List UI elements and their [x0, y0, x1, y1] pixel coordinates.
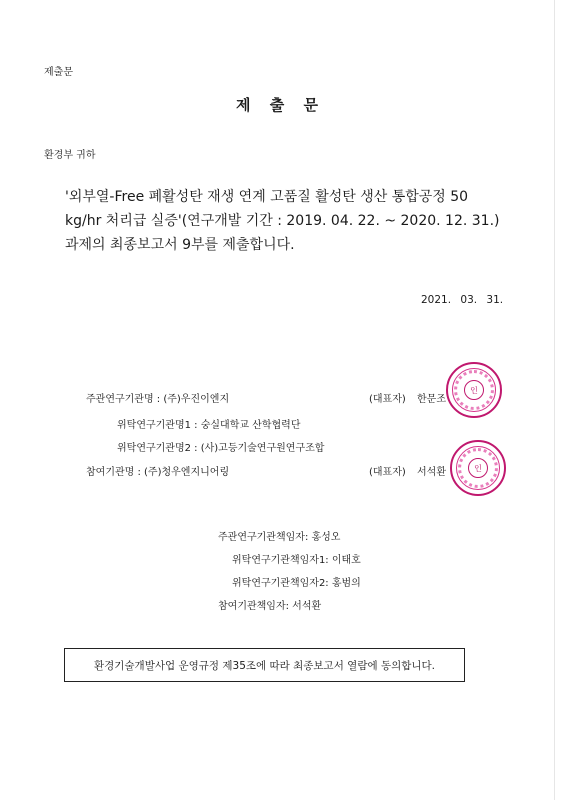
document-title: 제 출 문: [236, 96, 325, 114]
seal-center: 인: [464, 380, 484, 400]
company-seal-1: [446, 362, 502, 418]
consent-statement: 환경기술개발사업 운영규정 제35조에 따라 최종보고서 열람에 동의합니다.: [93, 659, 435, 672]
body-line-1: '외부열-Free 폐활성탄 재생 연계 고품질 활성탄 생산 통합공정 50: [65, 189, 469, 205]
participating-org: 참여기관명 : (주)청우엔지니어링: [86, 467, 230, 478]
consent-statement-box: [64, 648, 465, 682]
company-seal-2: [450, 440, 506, 496]
submission-date: 2021. 03. 31.: [421, 294, 504, 306]
scan-edge-line: [554, 0, 555, 800]
consign-org-2: 위탁연구기관명2 : (사)고등기술연구원연구조합: [117, 443, 325, 454]
participating-rep-name: 서석환: [417, 467, 446, 478]
main-rep-name: 한문조: [417, 394, 446, 405]
seal-center: 인: [468, 458, 488, 478]
consign-org-1: 위탁연구기관명1 : 숭실대학교 산학협력단: [117, 420, 301, 431]
body-line-2: kg/hr 처리급 실증'(연구개발 기간 : 2019. 04. 22. ~ 2020. 12. 31.): [65, 213, 500, 229]
main-rep-label: (대표자): [369, 394, 406, 405]
main-org: 주관연구기관명 : (주)우진이엔지: [86, 394, 230, 405]
recipient: 환경부 귀하: [44, 150, 96, 161]
consign-researcher-2: 위탁연구기관책임자2: 홍범의: [232, 578, 361, 589]
body-paragraph: [65, 185, 520, 257]
body-line-3: 과제의 최종보고서 9부를 제출합니다.: [65, 237, 295, 253]
participating-rep-label: (대표자): [369, 467, 406, 478]
participating-researcher: 참여기관책임자: 서석환: [218, 601, 322, 612]
header-label: 제출문: [44, 67, 73, 78]
consign-researcher-1: 위탁연구기관책임자1: 이태호: [232, 555, 361, 566]
main-researcher: 주관연구기관책임자: 홍성오: [218, 532, 341, 543]
